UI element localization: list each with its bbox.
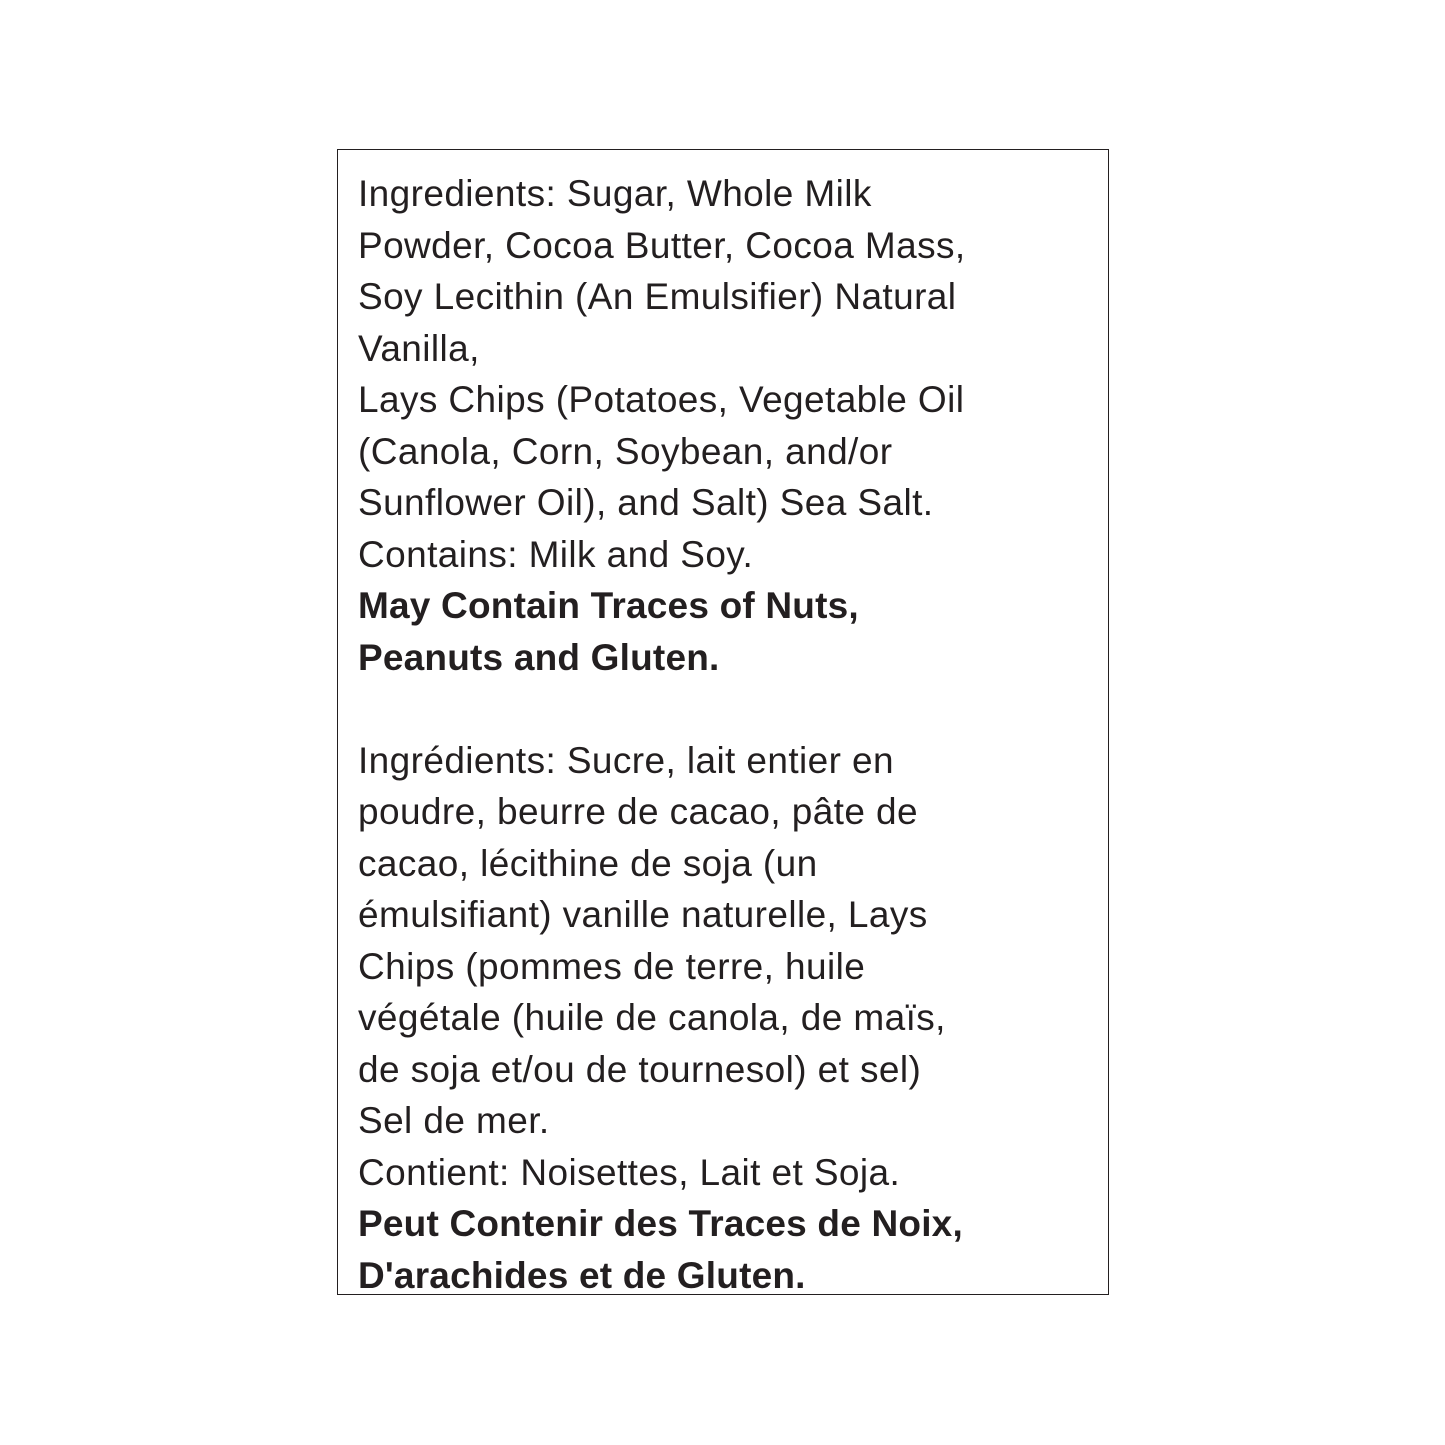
french-ingredients-line: émulsifiant) vanille naturelle, Lays: [358, 894, 928, 935]
english-ingredients-line: Ingredients: Sugar, Whole Milk: [358, 173, 872, 214]
french-allergen-warning: Peut Contenir des Traces de Noix,: [358, 1203, 963, 1244]
english-ingredients-line: Lays Chips (Potatoes, Vegetable Oil: [358, 379, 965, 420]
french-ingredients-line: Chips (pommes de terre, huile: [358, 945, 866, 987]
section-divider-space: [358, 683, 1098, 735]
french-section: [358, 735, 1098, 1302]
french-allergen-warning: D'arachides et de Gluten.: [358, 1254, 806, 1296]
french-contains-statement: Contient: Noisettes, Lait et Soja.: [358, 1151, 901, 1193]
french-ingredients-line: Sel de mer.: [358, 1100, 550, 1141]
english-allergen-warning: May Contain Traces of Nuts,: [358, 585, 859, 626]
english-ingredients-line: Vanilla,: [358, 327, 480, 369]
english-ingredients-line: Powder, Cocoa Butter, Cocoa Mass,: [358, 224, 966, 266]
french-ingredients-line: Ingrédients: Sucre, lait entier en: [358, 739, 895, 781]
ingredients-label-box: [337, 149, 1109, 1295]
english-ingredients-line: Sunflower Oil), and Salt) Sea Salt.: [358, 482, 934, 523]
english-section: [358, 168, 1098, 683]
french-ingredients-line: cacao, lécithine de soja (un: [358, 842, 818, 884]
french-ingredients-line: végétale (huile de canola, de maïs,: [358, 997, 946, 1038]
english-contains-statement: Contains: Milk and Soy.: [358, 533, 754, 575]
french-ingredients-line: de soja et/ou de tournesol) et sel): [358, 1048, 922, 1090]
french-ingredients-line: poudre, beurre de cacao, pâte de: [358, 791, 918, 832]
english-ingredients-line: Soy Lecithin (An Emulsifier) Natural: [358, 276, 957, 317]
english-allergen-warning: Peanuts and Gluten.: [358, 636, 720, 678]
english-ingredients-line: (Canola, Corn, Soybean, and/or: [358, 430, 893, 472]
